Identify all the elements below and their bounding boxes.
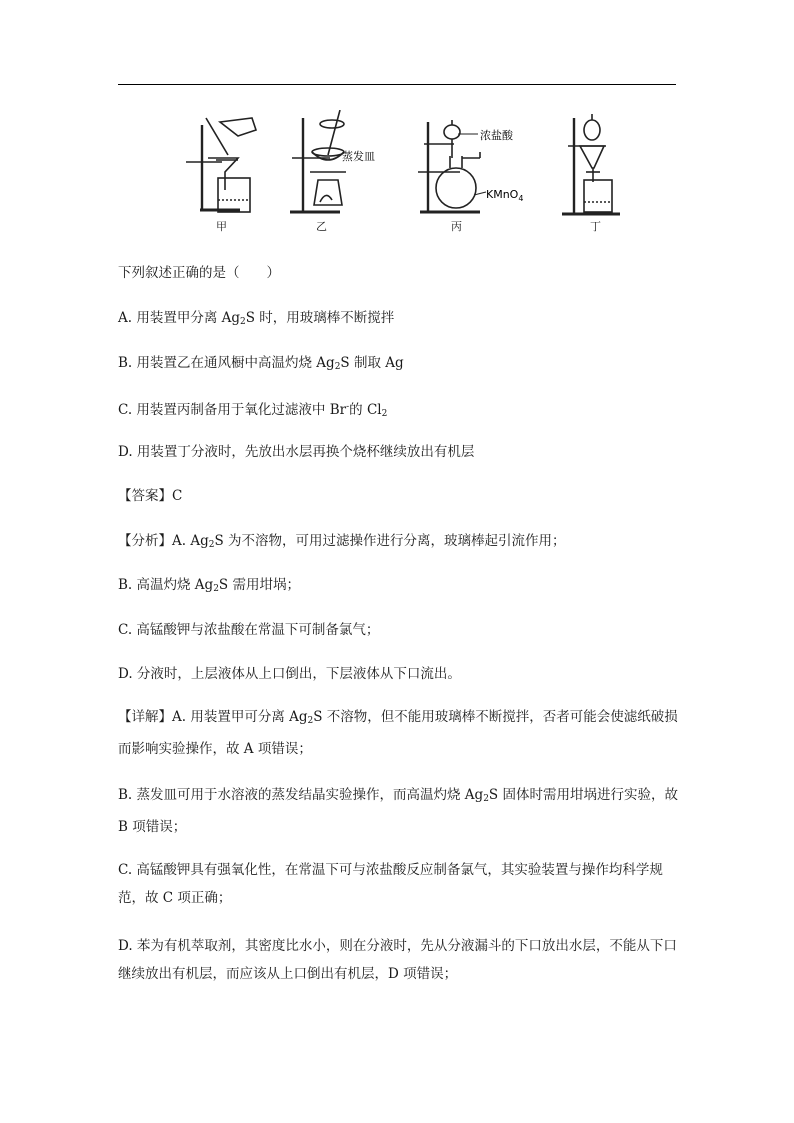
label-kmno4: KMnO$_4$ — [486, 188, 524, 203]
analysis-c: C. 高锰酸钾与浓盐酸在常温下可制备氯气； — [118, 622, 380, 638]
analysis-d: D. 分液时，上层液体从上口倒出，下层液体从下口流出。 — [118, 666, 461, 682]
analysis-b: B. 高温灼烧 $Ag_2S$ 需用坩埚； — [118, 577, 300, 594]
option-c: C. 用装置丙制备用于氧化过滤液中 Br-的 $Cl_2$ — [118, 402, 388, 419]
apparatus-yi — [290, 110, 346, 212]
header-rule — [118, 84, 676, 85]
option-b: B. 用装置乙在通风橱中高温灼烧 $Ag_2S$ 制取 Ag — [118, 355, 404, 372]
explanation-b: B. 蒸发皿可用于水溶液的蒸发结晶实验操作，而高温灼烧 $Ag_2S$ 固体时需用坩埚进行实验，故 B 项错误； — [118, 787, 678, 835]
answer: 【答案】C — [118, 488, 183, 504]
analysis-a: 【分析】A. $Ag_2S$ 为不溶物，可用过滤操作进行分离，玻璃棒起引流作用； — [118, 533, 566, 550]
apparatus-ding — [562, 114, 620, 214]
apparatus-figure — [180, 110, 630, 235]
caption-jia: 甲 — [216, 220, 227, 233]
caption-ding: 丁 — [590, 220, 601, 233]
option-a: A. 用装置甲分离 $Ag_2S$ 时，用玻璃棒不断搅拌 — [118, 310, 395, 327]
caption-yi: 乙 — [316, 220, 327, 233]
caption-bing: 丙 — [451, 220, 462, 233]
explanation-c: C. 高锰酸钾具有强氧化性，在常温下可与浓盐酸反应制备氯气，其实验装置与操作均科学规范，故 C 项正确； — [118, 862, 663, 906]
label-evaporating-dish: 蒸发皿 — [342, 150, 375, 163]
explanation-d: D. 苯为有机萃取剂，其密度比水小，则在分液时，先从分液漏斗的下口放出水层，不能从下口继续放出有机层，而应该从上口倒出有机层，D 项错误； — [118, 938, 677, 982]
explanation-a: 【详解】A. 用装置甲可分离 $Ag_2S$ 不溶物，但不能用玻璃棒不断搅拌，否者可能会使滤纸破损而影响实验操作，故 A 项错误； — [118, 709, 678, 757]
label-conc-hcl: 浓盐酸 — [480, 129, 513, 142]
option-d: D. 用装置丁分液时，先放出水层再换个烧杯继续放出有机层 — [118, 444, 475, 460]
apparatus-bing — [418, 120, 486, 212]
question-stem: 下列叙述正确的是（ ） — [118, 265, 280, 281]
apparatus-jia — [186, 118, 256, 212]
